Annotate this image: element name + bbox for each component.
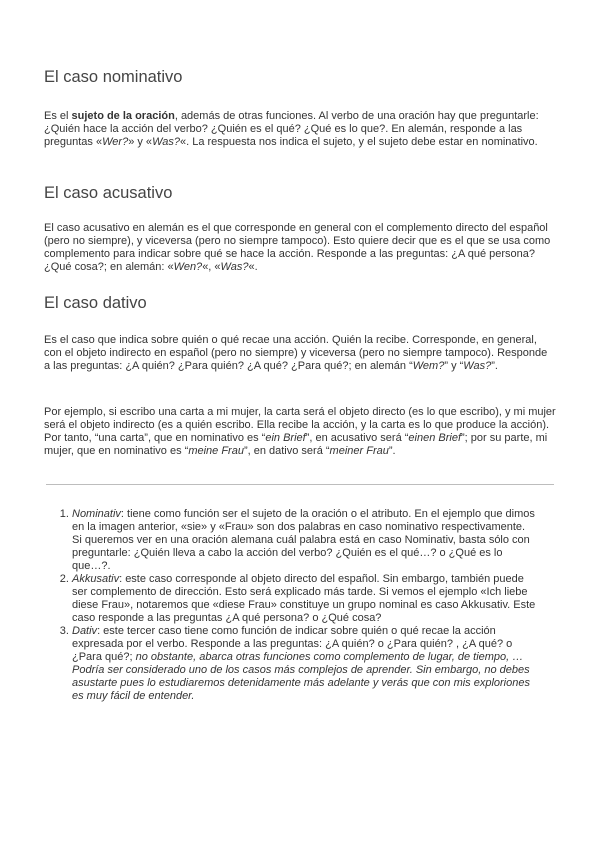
text: ”. xyxy=(388,445,396,457)
text: «, « xyxy=(202,261,221,273)
text: ” y “ xyxy=(444,360,464,372)
text: , además de otras funciones. Al verbo de una oración hay que preguntarle: ¿Quién hace la acción del verbo? ¿Quién es el qué? ¿Qué es lo que?. En alemán, responde a las preguntas « xyxy=(44,110,539,148)
list-term: Akkusativ xyxy=(72,573,120,585)
paragraph-ejemplo xyxy=(44,406,556,458)
italic-term: Wer? xyxy=(102,136,129,148)
text: ”, en dativo será “ xyxy=(243,445,330,457)
heading-nominativo: El caso nominativo xyxy=(44,68,183,86)
heading-dativo: El caso dativo xyxy=(44,294,147,312)
list-term: Nominativ xyxy=(72,508,121,520)
italic-term: ein Brief xyxy=(265,432,306,444)
list-item-akkusativ xyxy=(72,573,536,625)
text: El caso acusativo en alemán es el que corresponde en general con el complemento directo del español (pero no siempre), y viceversa (pero no siempre tampoco). Esto quiere decir que es el que se usa como complemento para indicar sobre qué se hace la acción. Responde a las preguntas: ¿A qué persona? ¿Qué cosa?; en alemán: « xyxy=(44,222,551,273)
list-text: : este tercer caso tiene como función de indicar sobre quién o qué recae la acción expresada por el verbo. Responde a las preguntas: ¿A quién? o ¿Para quién? , ¿A qué? o ¿Para qué?; xyxy=(72,625,513,663)
paragraph-acusativo xyxy=(44,222,556,274)
list-text: : tiene como función ser el sujeto de la oración o el atributo. En el ejemplo que dimos en la imagen anterior, «sie» y «Frau» son dos palabras en caso nominativo respectivamente. Si queremos ver en una oración alemana cuál palabra está en caso Nominativ, basta sólo con preguntarle: ¿Quién lleva a cabo la acción del verbo? ¿Quién es el qué…? o ¿Qué es lo que…?. xyxy=(72,508,535,572)
list-italic-text: no obstante, abarca otras funciones como complemento de lugar, de tiempo, …Podría ser considerado uno de los casos más complejos de aprender. Sin embargo, no debes asustarte pues lo estudiaremos detenidamente más adelante y verás que con mis exploriones es muy fácil de entender. xyxy=(72,651,530,702)
italic-term: Wem? xyxy=(412,360,445,372)
paragraph-dativo xyxy=(44,334,556,373)
text: » y « xyxy=(128,136,153,148)
bold-term: sujeto de la oración xyxy=(71,110,175,122)
italic-term: einen Brief xyxy=(408,432,462,444)
italic-term: Was? xyxy=(220,261,249,273)
text: ”; por su parte, mi mujer, que en nominativo es “ xyxy=(44,432,548,457)
list-term: Dativ xyxy=(72,625,98,637)
italic-term: Was? xyxy=(152,136,180,148)
italic-term: meiner Frau xyxy=(329,445,389,457)
list-text: : este caso corresponde al objeto directo del español. Sin embargo, también puede ser complemento de dirección. Esto será explicado más tarde. Si vemos el ejemplo «Ich liebe diese Frau», notaremos que «diese Frau» constituye un grupo nominal es caso Akkusativ. Este caso responde a las preguntas ¿A qué persona? o ¿Qué cosa? xyxy=(72,573,536,624)
text: Es el xyxy=(44,110,72,122)
text: ”. xyxy=(491,360,498,372)
italic-term: Was? xyxy=(463,360,492,372)
horizontal-divider xyxy=(46,484,554,485)
text: ”, en acusativo será “ xyxy=(305,432,409,444)
text: Por ejemplo, si escribo una carta a mi mujer, la carta será el objeto directo (es lo que escribo), y mi mujer será el objeto indirecto (es a quién escribo. Ella recibe la acción, y la carta es lo que produce la acción). Por tanto, “una carta”, que en nominativo es “ xyxy=(44,406,556,444)
heading-acusativo: El caso acusativo xyxy=(44,184,173,202)
cases-list xyxy=(48,508,536,703)
list-item-dativ xyxy=(72,625,536,703)
list-item-nominativ xyxy=(72,508,536,573)
paragraph-nominativo xyxy=(44,110,556,149)
text: «. xyxy=(248,261,258,273)
italic-term: Wen? xyxy=(173,261,203,273)
text: Es el caso que indica sobre quién o qué recae una acción. Quién la recibe. Corresponde, en general, con el objeto indirecto en español (pero no siempre) y viceversa (pero no siempre tampoco). Responde a las preguntas: ¿A quién? ¿Para quién? ¿A qué? ¿Para qué?; en alemán “ xyxy=(44,334,548,372)
text: «. La respuesta nos indica el sujeto, y el sujeto debe estar en nominativo. xyxy=(179,136,538,148)
italic-term: meine Frau xyxy=(188,445,244,457)
